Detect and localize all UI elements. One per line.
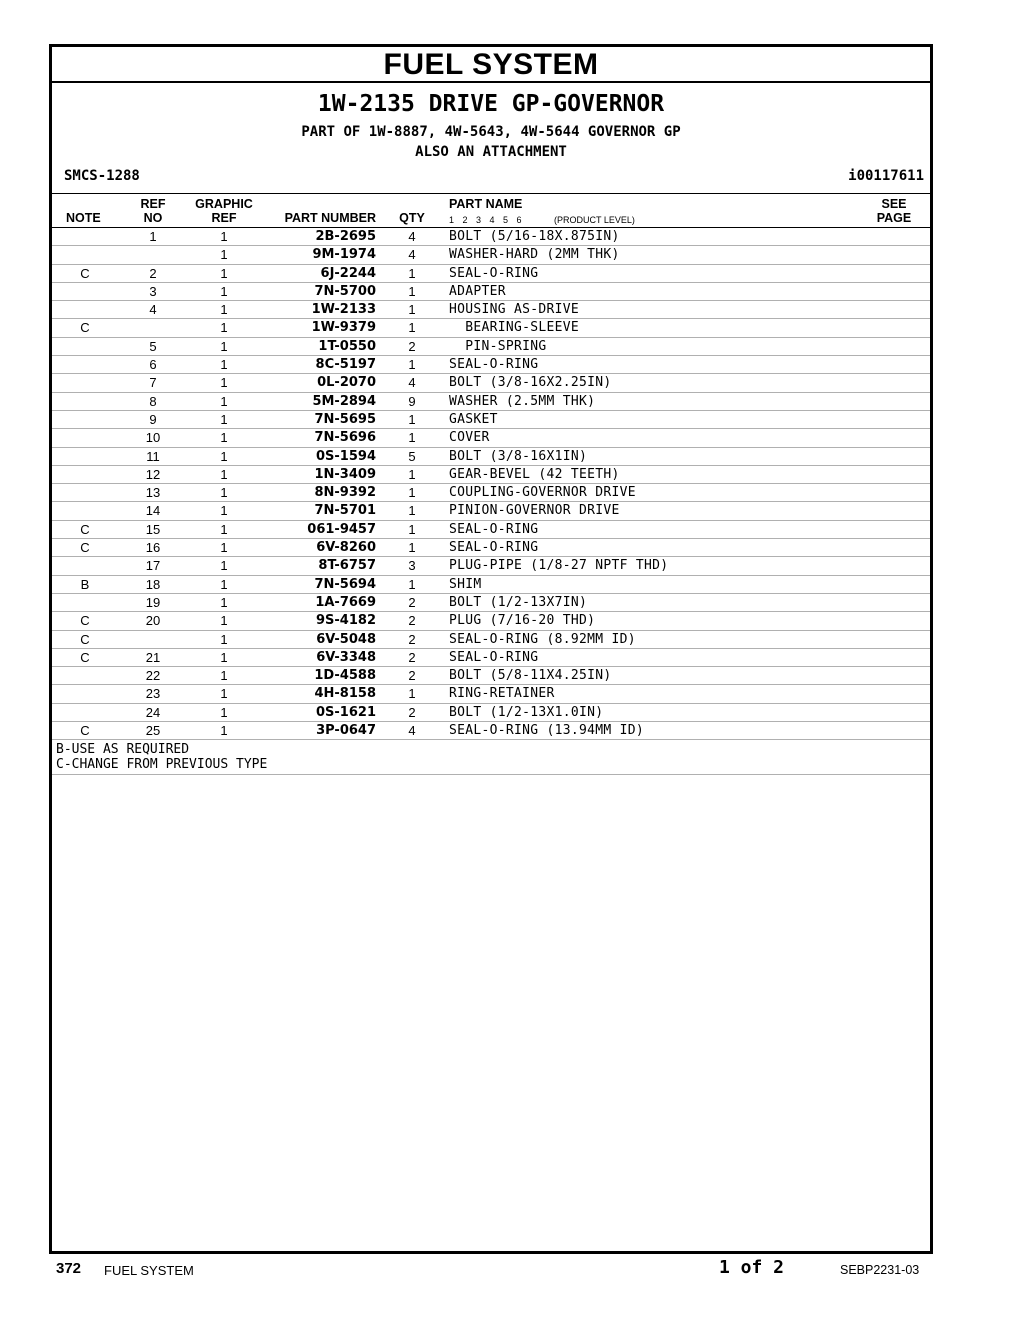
ref-no-cell: 7	[149, 375, 157, 391]
part-number-cell: 7N-5694	[314, 576, 376, 592]
table-row	[52, 704, 930, 722]
part-name-cell: SEAL-O-RING	[449, 649, 539, 665]
smcs-code: SMCS-1288	[64, 168, 140, 184]
table-row	[52, 466, 930, 484]
note-cell: C	[80, 723, 90, 739]
note-cell: C	[80, 649, 90, 665]
footer-page-count: 1 of 2	[719, 1257, 785, 1278]
graphic-ref-cell: 1	[220, 302, 228, 318]
table-row	[52, 594, 930, 612]
part-number-cell: 2B-2695	[315, 229, 376, 244]
part-name-cell: SEAL-O-RING (13.94MM ID)	[449, 723, 645, 739]
part-number-cell: 6V-8260	[316, 540, 376, 556]
part-name-cell: GEAR-BEVEL (42 TEETH)	[449, 466, 620, 482]
graphic-ref-cell: 1	[220, 649, 228, 665]
graphic-ref-cell: 1	[220, 229, 228, 244]
section-title: FUEL SYSTEM	[52, 47, 930, 83]
qty-cell: 1	[408, 576, 416, 592]
col-note: NOTE	[66, 211, 101, 225]
qty-cell: 1	[408, 283, 416, 299]
col-ref-bottom: NO	[143, 211, 163, 225]
ref-no-cell: 17	[145, 558, 161, 574]
part-number-cell: 0S-1594	[316, 448, 376, 464]
ref-no-cell: 20	[145, 613, 161, 629]
table-row	[52, 484, 930, 502]
qty-cell: 1	[408, 485, 416, 501]
ref-no-cell: 4	[149, 302, 157, 318]
col-see-bottom: PAGE	[876, 211, 912, 225]
qty-cell: 1	[408, 320, 416, 336]
part-name-cell: WASHER (2.5MM THK)	[449, 393, 596, 409]
col-see-top: SEE	[881, 197, 907, 211]
part-number-cell: 0L-2070	[317, 375, 376, 391]
table-row	[52, 612, 930, 630]
part-number-cell: 7N-5696	[314, 430, 376, 446]
part-number-cell: 1A-7669	[315, 594, 376, 610]
ref-no-cell: 11	[146, 448, 160, 464]
table-row	[52, 301, 930, 319]
column-headers	[52, 194, 930, 228]
ref-no-cell: 10	[145, 430, 161, 446]
part-name-cell: BOLT (3/8-16X2.25IN)	[449, 375, 612, 391]
graphic-ref-cell: 1	[220, 594, 228, 610]
graphic-ref-cell: 1	[220, 723, 228, 739]
graphic-ref-cell: 1	[220, 631, 228, 647]
part-number-cell: 6V-3348	[316, 649, 376, 665]
part-number-cell: 1D-4588	[314, 668, 376, 684]
part-name-cell: PINION-GOVERNOR DRIVE	[449, 503, 620, 519]
table-row	[52, 283, 930, 301]
part-name-cell: PLUG-PIPE (1/8-27 NPTF THD)	[449, 558, 669, 574]
product-level-digits: 1 2 3 4 5 6	[449, 215, 522, 225]
table-row	[52, 338, 930, 356]
table-row	[52, 502, 930, 520]
table-row	[52, 448, 930, 466]
ref-no-cell: 14	[145, 503, 161, 519]
qty-cell: 1	[408, 503, 416, 519]
graphic-ref-cell: 1	[220, 338, 228, 354]
part-name-cell: BOLT (5/8-11X4.25IN)	[449, 668, 612, 684]
part-name-cell: SEAL-O-RING (8.92MM ID)	[449, 631, 636, 647]
ref-no-cell: 12	[145, 466, 161, 482]
part-name-cell: COUPLING-GOVERNOR DRIVE	[449, 485, 636, 501]
table-row	[52, 649, 930, 667]
graphic-ref-cell: 1	[220, 704, 228, 720]
graphic-ref-cell: 1	[220, 247, 228, 263]
graphic-ref-cell: 1	[220, 686, 228, 702]
table-row	[52, 631, 930, 649]
table-row	[52, 521, 930, 539]
part-number-cell: 061-9457	[307, 521, 376, 537]
qty-cell: 1	[408, 430, 416, 446]
note-cell: B	[80, 576, 90, 592]
part-number-cell: 6J-2244	[320, 265, 376, 281]
ref-no-cell: 21	[145, 649, 161, 665]
ref-no-cell: 19	[145, 594, 161, 610]
graphic-ref-cell: 1	[220, 521, 228, 537]
part-number-cell: 1W-2133	[311, 302, 376, 318]
part-number-cell: 8N-9392	[314, 485, 376, 501]
note-cell: C	[80, 521, 90, 537]
ref-no-cell: 22	[145, 668, 161, 684]
part-name-cell: PIN-SPRING	[449, 338, 547, 354]
part-name-cell: PLUG (7/16-20 THD)	[449, 613, 596, 629]
graphic-ref-cell: 1	[220, 613, 228, 629]
qty-cell: 1	[408, 540, 416, 556]
part-number-cell: 6V-5048	[316, 631, 376, 647]
part-number-cell: 1W-9379	[311, 320, 376, 336]
part-name-cell: ADAPTER	[449, 283, 506, 299]
table-row	[52, 319, 930, 337]
table-row	[52, 265, 930, 283]
graphic-ref-cell: 1	[220, 558, 228, 574]
qty-cell: 9	[408, 393, 416, 409]
ref-no-cell: 18	[145, 576, 161, 592]
table-row	[52, 356, 930, 374]
ref-no-cell: 16	[145, 540, 161, 556]
qty-cell: 1	[408, 411, 416, 427]
table-row	[52, 685, 930, 703]
col-qty: QTY	[399, 211, 425, 225]
graphic-ref-cell: 1	[220, 430, 228, 446]
qty-cell: 2	[408, 631, 416, 647]
note-cell: C	[80, 613, 90, 629]
part-name-cell: GASKET	[449, 411, 498, 427]
parts-list-frame	[49, 44, 933, 1254]
part-name-cell: BOLT (1/2-13X7IN)	[449, 594, 588, 610]
table-row	[52, 411, 930, 429]
part-number-cell: 0S-1621	[316, 704, 376, 720]
part-name-cell: SEAL-O-RING	[449, 265, 539, 281]
col-ref-top: REF	[140, 197, 166, 211]
qty-cell: 4	[408, 229, 416, 244]
part-number-cell: 4H-8158	[314, 686, 376, 702]
ref-no-cell: 13	[145, 485, 161, 501]
col-graphic-bottom: REF	[211, 211, 237, 225]
ref-no-cell: 6	[149, 357, 157, 373]
note-cell: C	[80, 631, 90, 647]
qty-cell: 2	[408, 649, 416, 665]
footer-section-name: FUEL SYSTEM	[104, 1263, 194, 1278]
part-name-cell: BOLT (5/16-18X.875IN)	[449, 229, 620, 244]
table-row	[52, 429, 930, 447]
qty-cell: 5	[408, 448, 416, 464]
ref-no-cell: 23	[145, 686, 161, 702]
table-row	[52, 374, 930, 392]
graphic-ref-cell: 1	[220, 265, 228, 281]
qty-cell: 3	[408, 558, 416, 574]
part-number-cell: 7N-5701	[314, 503, 376, 519]
part-number-cell: 3P-0647	[316, 723, 376, 739]
table-row	[52, 228, 930, 246]
footer-page-number: 372	[56, 1260, 82, 1277]
ref-no-cell: 15	[145, 521, 161, 537]
table-row	[52, 722, 930, 740]
ref-no-cell: 1	[149, 229, 157, 244]
graphic-ref-cell: 1	[220, 668, 228, 684]
part-name-cell: BOLT (1/2-13X1.0IN)	[449, 704, 604, 720]
graphic-ref-cell: 1	[220, 448, 228, 464]
notes-block	[52, 740, 930, 775]
qty-cell: 1	[408, 521, 416, 537]
ref-no-cell: 9	[149, 411, 157, 427]
graphic-ref-cell: 1	[220, 393, 228, 409]
graphic-ref-cell: 1	[220, 466, 228, 482]
qty-cell: 1	[408, 302, 416, 318]
qty-cell: 1	[408, 265, 416, 281]
part-number-cell: 8T-6757	[318, 558, 376, 574]
ref-no-cell: 25	[145, 723, 161, 739]
part-number-cell: 8C-5197	[315, 357, 376, 373]
footer-doc-number: SEBP2231-03	[840, 1263, 920, 1277]
group-title: 1W-2135 DRIVE GP-GOVERNOR	[317, 91, 665, 117]
qty-cell: 2	[408, 594, 416, 610]
part-number-cell: 7N-5695	[314, 411, 376, 427]
part-number-cell: 1T-0550	[318, 338, 376, 354]
part-number-cell: 5M-2894	[312, 393, 376, 409]
qty-cell: 4	[408, 375, 416, 391]
ref-no-cell: 5	[149, 338, 157, 354]
graphic-ref-cell: 1	[220, 411, 228, 427]
qty-cell: 2	[408, 668, 416, 684]
col-part-name: PART NAME	[449, 197, 523, 211]
illustration-id: i00117611	[848, 168, 924, 184]
ref-no-cell: 3	[149, 283, 157, 299]
part-name-cell: HOUSING AS-DRIVE	[449, 302, 580, 318]
ref-no-cell: 2	[149, 265, 157, 281]
col-part-number: PART NUMBER	[284, 211, 376, 225]
product-level-label: (PRODUCT LEVEL)	[554, 215, 635, 225]
table-row	[52, 667, 930, 685]
part-name-cell: RING-RETAINER	[449, 686, 555, 702]
part-name-cell: WASHER-HARD (2MM THK)	[449, 247, 620, 263]
ref-no-cell: 8	[149, 393, 157, 409]
part-number-cell: 7N-5700	[314, 283, 376, 299]
note-cell: C	[80, 320, 90, 336]
part-name-cell: SHIM	[449, 576, 482, 592]
table-row	[52, 246, 930, 264]
col-graphic-top: GRAPHIC	[195, 197, 253, 211]
part-name-cell: SEAL-O-RING	[449, 540, 539, 556]
graphic-ref-cell: 1	[220, 576, 228, 592]
graphic-ref-cell: 1	[220, 357, 228, 373]
qty-cell: 2	[408, 613, 416, 629]
part-number-cell: 1N-3409	[314, 466, 376, 482]
table-row	[52, 539, 930, 557]
part-name-cell: BOLT (3/8-16X1IN)	[449, 448, 588, 464]
part-name-cell: BEARING-SLEEVE	[449, 320, 580, 336]
part-name-cell: SEAL-O-RING	[449, 521, 539, 537]
graphic-ref-cell: 1	[220, 485, 228, 501]
note-cell: C	[80, 540, 90, 556]
table-row	[52, 576, 930, 594]
note-c: C-CHANGE FROM PREVIOUS TYPE	[56, 757, 268, 773]
note-cell: C	[80, 265, 90, 281]
qty-cell: 4	[408, 723, 416, 739]
qty-cell: 1	[408, 466, 416, 482]
table-row	[52, 557, 930, 575]
ref-no-cell: 24	[145, 704, 161, 720]
part-number-cell: 9M-1974	[312, 247, 376, 263]
qty-cell: 4	[408, 247, 416, 263]
qty-cell: 2	[408, 338, 416, 354]
graphic-ref-cell: 1	[220, 320, 228, 336]
part-name-cell: SEAL-O-RING	[449, 357, 539, 373]
graphic-ref-cell: 1	[220, 283, 228, 299]
group-subtitle-part-of: PART OF 1W-8887, 4W-5643, 4W-5644 GOVERNOR GP	[301, 124, 681, 140]
parts-table-body	[52, 228, 930, 740]
note-b: B-USE AS REQUIRED	[56, 742, 190, 758]
qty-cell: 1	[408, 686, 416, 702]
graphic-ref-cell: 1	[220, 540, 228, 556]
group-header	[52, 83, 930, 194]
qty-cell: 2	[408, 704, 416, 720]
part-name-cell: COVER	[449, 430, 490, 446]
group-subtitle-attachment: ALSO AN ATTACHMENT	[415, 144, 567, 160]
table-row	[52, 393, 930, 411]
graphic-ref-cell: 1	[220, 375, 228, 391]
graphic-ref-cell: 1	[220, 503, 228, 519]
part-number-cell: 9S-4182	[316, 613, 376, 629]
qty-cell: 1	[408, 357, 416, 373]
